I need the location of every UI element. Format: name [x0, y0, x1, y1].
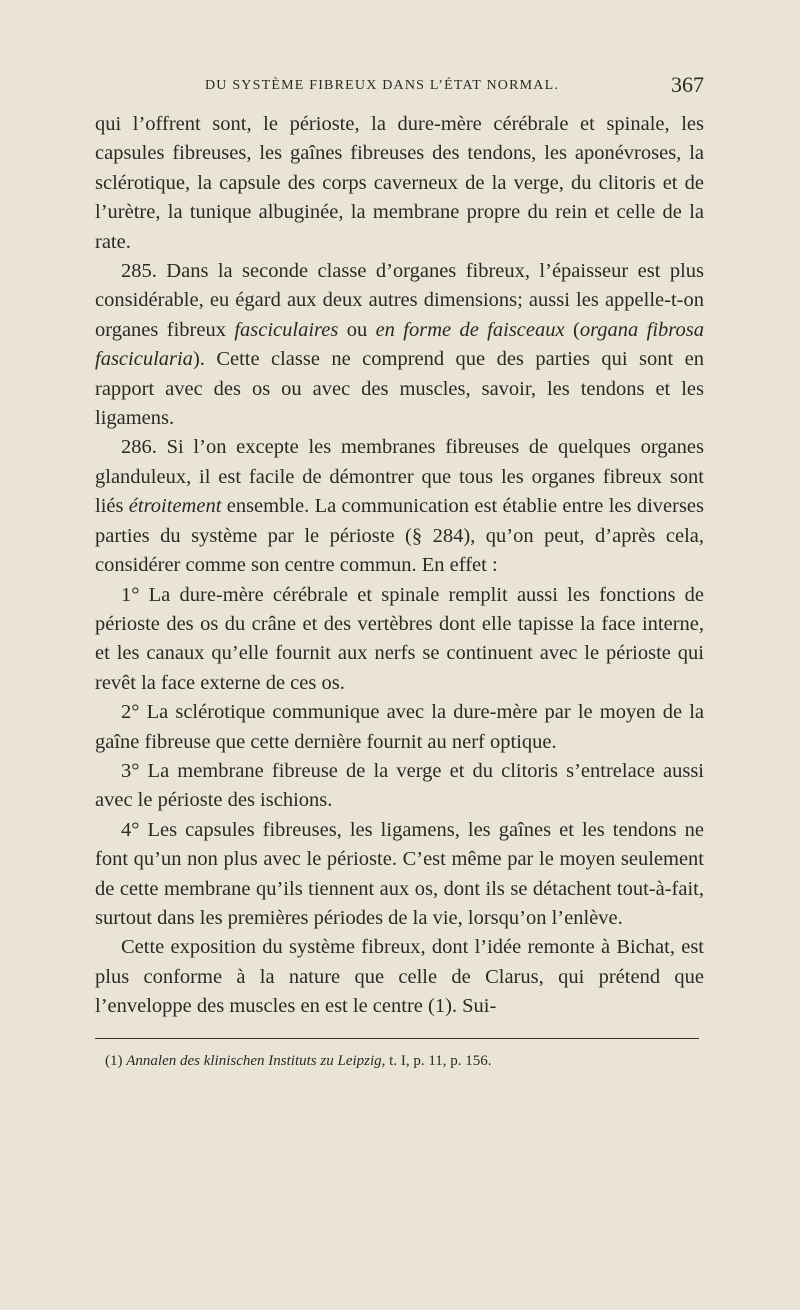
- italic-text: fasciculaires: [234, 318, 339, 341]
- footnote-rest: , t. I, p. 11, p. 156.: [381, 1052, 492, 1069]
- footnote-rule: [95, 1038, 699, 1039]
- text-run: ensemble. La communication est établie entre les diverses parties du système par le périoste (§ 284), qu’on peut, d’après cela, considérer comme son centre commun. En effet :: [95, 495, 704, 577]
- body-text: [95, 110, 704, 1022]
- text-run: ou: [338, 318, 376, 341]
- text-run: Cette exposition du système fibreux, dont l’idée remonte à Bichat, est plus conforme à la nature que celle de Clarus, qui prétend que l’enveloppe des muscles en est le centre (1). Sui-: [95, 936, 704, 1018]
- page-number: 367: [671, 72, 704, 97]
- text-run: 285. Dans la seconde classe d’organes fibreux, l’épaisseur est plus considérable, eu égard aux deux autres dimensions; aussi les appelle-t-on organes fibreux: [95, 260, 704, 341]
- footnote-title: Annalen des klinischen Instituts zu Leipzig: [126, 1052, 382, 1069]
- paragraph: [95, 581, 704, 699]
- paragraph: [95, 433, 704, 580]
- paragraph: [95, 933, 704, 1021]
- paragraph: [95, 757, 704, 816]
- running-head: [95, 72, 704, 102]
- paragraph: [95, 257, 704, 433]
- italic-text: étroitement: [128, 495, 222, 518]
- paragraph: [95, 698, 704, 757]
- text-run: 2° La sclérotique communique avec la dure-mère par le moyen de la gaîne fibreuse que cette dernière fournit au nerf optique.: [95, 701, 704, 753]
- text-run: 4° Les capsules fibreuses, les ligamens, les gaînes et les tendons ne font qu’un non plus avec le périoste. C’est même par le moyen seulement de cette membrane qu’ils tiennent aux os, dont ils se détachent tout-à-fait, surtout dans les premières périodes de la vie, lorsqu’on l’enlève.: [95, 818, 704, 929]
- text-run: ). Cette classe ne comprend que des parties qui sont en rapport avec des os ou avec des muscles, savoir, les tendons et les ligamens.: [95, 348, 704, 430]
- italic-text: en forme de faisceaux: [375, 318, 565, 341]
- running-title: DU SYSTÈME FIBREUX DANS L’ÉTAT NORMAL.: [205, 78, 560, 93]
- text-run: 1° La dure-mère cérébrale et spinale remplit aussi les fonctions de périoste des os du crâne et des vertèbres dont elle tapisse la face interne, et les canaux qu’elle fournit aux nerfs se continuent avec le périoste qui revêt la face externe de ces os.: [95, 583, 704, 694]
- paragraph: [95, 110, 704, 257]
- paragraph: [95, 816, 704, 934]
- text-run: (: [564, 318, 580, 341]
- text-run: 3° La membrane fibreuse de la verge et du clitoris s’entrelace aussi avec le périoste des ischions.: [95, 759, 704, 812]
- footnote: [95, 1053, 704, 1070]
- text-run: 286. Si l’on excepte les membranes fibreuses de quelques organes glanduleux, il est facile de démontrer que tous les organes fibreux sont liés: [95, 436, 704, 518]
- footnote-marker: (1): [105, 1052, 123, 1069]
- italic-text: organa fibrosa fascicularia: [95, 318, 704, 371]
- text-run: qui l’offrent sont, le périoste, la dure-mère cérébrale et spinale, les capsules fibreuses, les gaînes fibreuses des tendons, les aponévroses, la sclérotique, la capsule des corps caverneux de la verge, du clitoris et de l’urètre, la tunique albuginée, la membrane propre du rein et celle de la rate.: [95, 113, 704, 253]
